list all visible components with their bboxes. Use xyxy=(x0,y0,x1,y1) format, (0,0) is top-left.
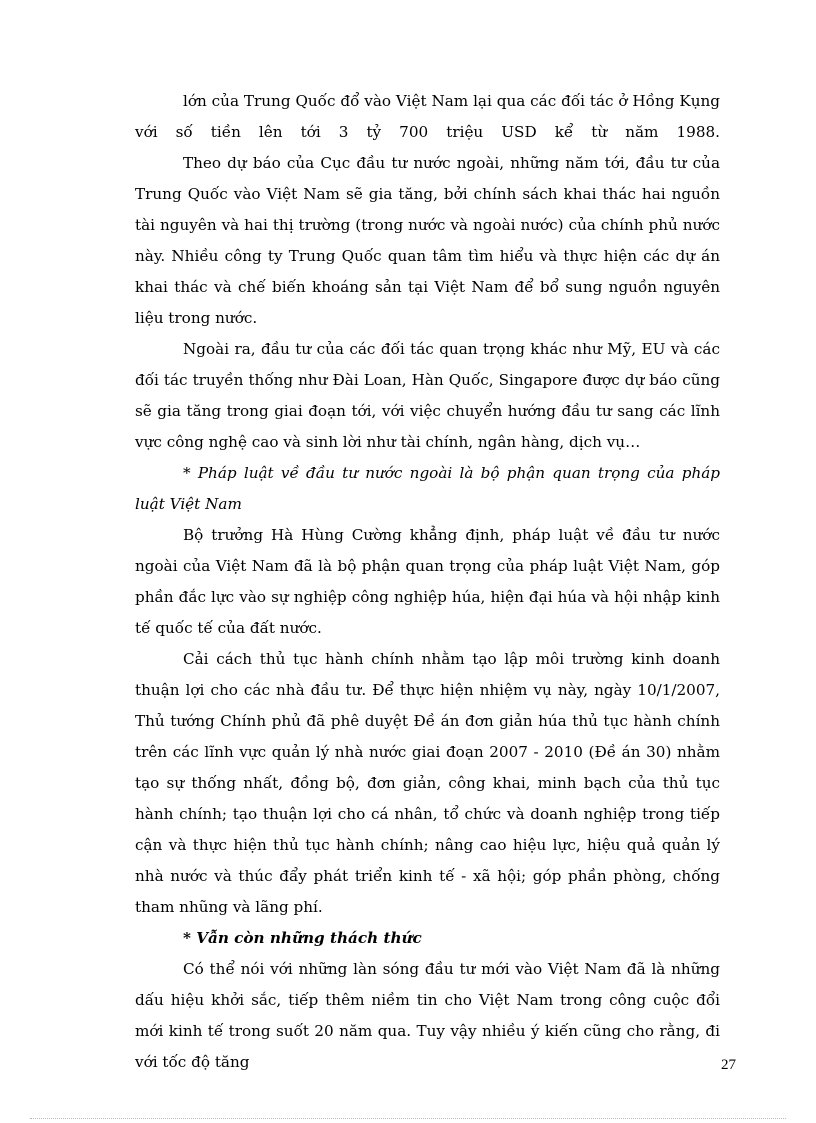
paragraph-minister-statement: Bộ trưởng Hà Hùng Cường khẳng định, pháp luật về đầu tư nước ngoài của Việt Nam đã là bộ phận quan trọng của pháp luật Việt Nam, góp phần đắc lực vào sự nghiệp công nghiệp húa, hiện đại húa và hội nhập kinh tế quốc tế của đất nước. xyxy=(135,526,720,637)
paragraph-investment-waves: Có thể nói với những làn sóng đầu tư mới vào Việt Nam đã là những dấu hiệu khởi sắc, tiếp thêm niềm tin cho Việt Nam trong công cuộc đổi mới kinh tế trong suốt 20 năm qua. Tuy vậy nhiều ý kiến cũng cho rằng, đi với tốc độ tăng xyxy=(135,960,720,1071)
paragraph-administrative-reform: Cải cách thủ tục hành chính nhằm tạo lập môi trường kinh doanh thuận lợi cho các nhà đầu tư. Để thực hiện nhiệm vụ này, ngày 10/1/2007, Thủ tướng Chính phủ đã phê duyệt Đề án đơn giản húa thủ tục hành chính trên các lĩnh vực quản lý nhà nước giai đoạn 2007 - 2010 (Đề án 30) nhằm tạo sự thống nhất, đồng bộ, đơn giản, công khai, minh bạch của thủ tục hành chính; tạo thuận lợi cho cá nhân, tổ chức và doanh nghiệp trong tiếp cận và thực hiện thủ tục hành chính; nâng cao hiệu lực, hiệu quả quản lý nhà nước và thúc đẩy phát triển kinh tế - xã hội; góp phần phòng, chống tham nhũng và lãng phí. xyxy=(135,650,720,916)
section-heading-law: * Pháp luật về đầu tư nước ngoài là bộ phận quan trọng của pháp luật Việt Nam xyxy=(135,464,720,513)
body-text xyxy=(135,86,720,1078)
paragraph-forecast-china: Theo dự báo của Cục đầu tư nước ngoài, những năm tới, đầu tư của Trung Quốc vào Việt Nam sẽ gia tăng, bởi chính sách khai thác hai nguồn tài nguyên và hai thị trường (trong nước và ngoài nước) của chính phủ nước này. Nhiều công ty Trung Quốc quan tâm tìm hiểu và thực hiện các dự án khai thác và chế biến khoáng sản tại Việt Nam để bổ sung nguồn nguyên liệu trong nước. xyxy=(135,154,720,327)
paragraph-other-partners: Ngoài ra, đầu tư của các đối tác quan trọng khác như Mỹ, EU và các đối tác truyền thống như Đài Loan, Hàn Quốc, Singapore được dự báo cũng sẽ gia tăng trong giai đoạn tới, với việc chuyển hướng đầu tư sang các lĩnh vực công nghệ cao và sinh lời như tài chính, ngân hàng, dịch vụ… xyxy=(135,340,720,451)
section-heading-challenges: * Vẫn còn những thách thức xyxy=(183,929,422,947)
paragraph-china-investment-hongkong: lớn của Trung Quốc đổ vào Việt Nam lại qua các đối tác ở Hồng Kụng với số tiền lên tới 3 tỷ 700 triệu USD kể từ năm 1988. xyxy=(135,92,720,141)
page-bottom-divider xyxy=(30,1118,786,1119)
page-number: 27 xyxy=(721,1057,736,1073)
